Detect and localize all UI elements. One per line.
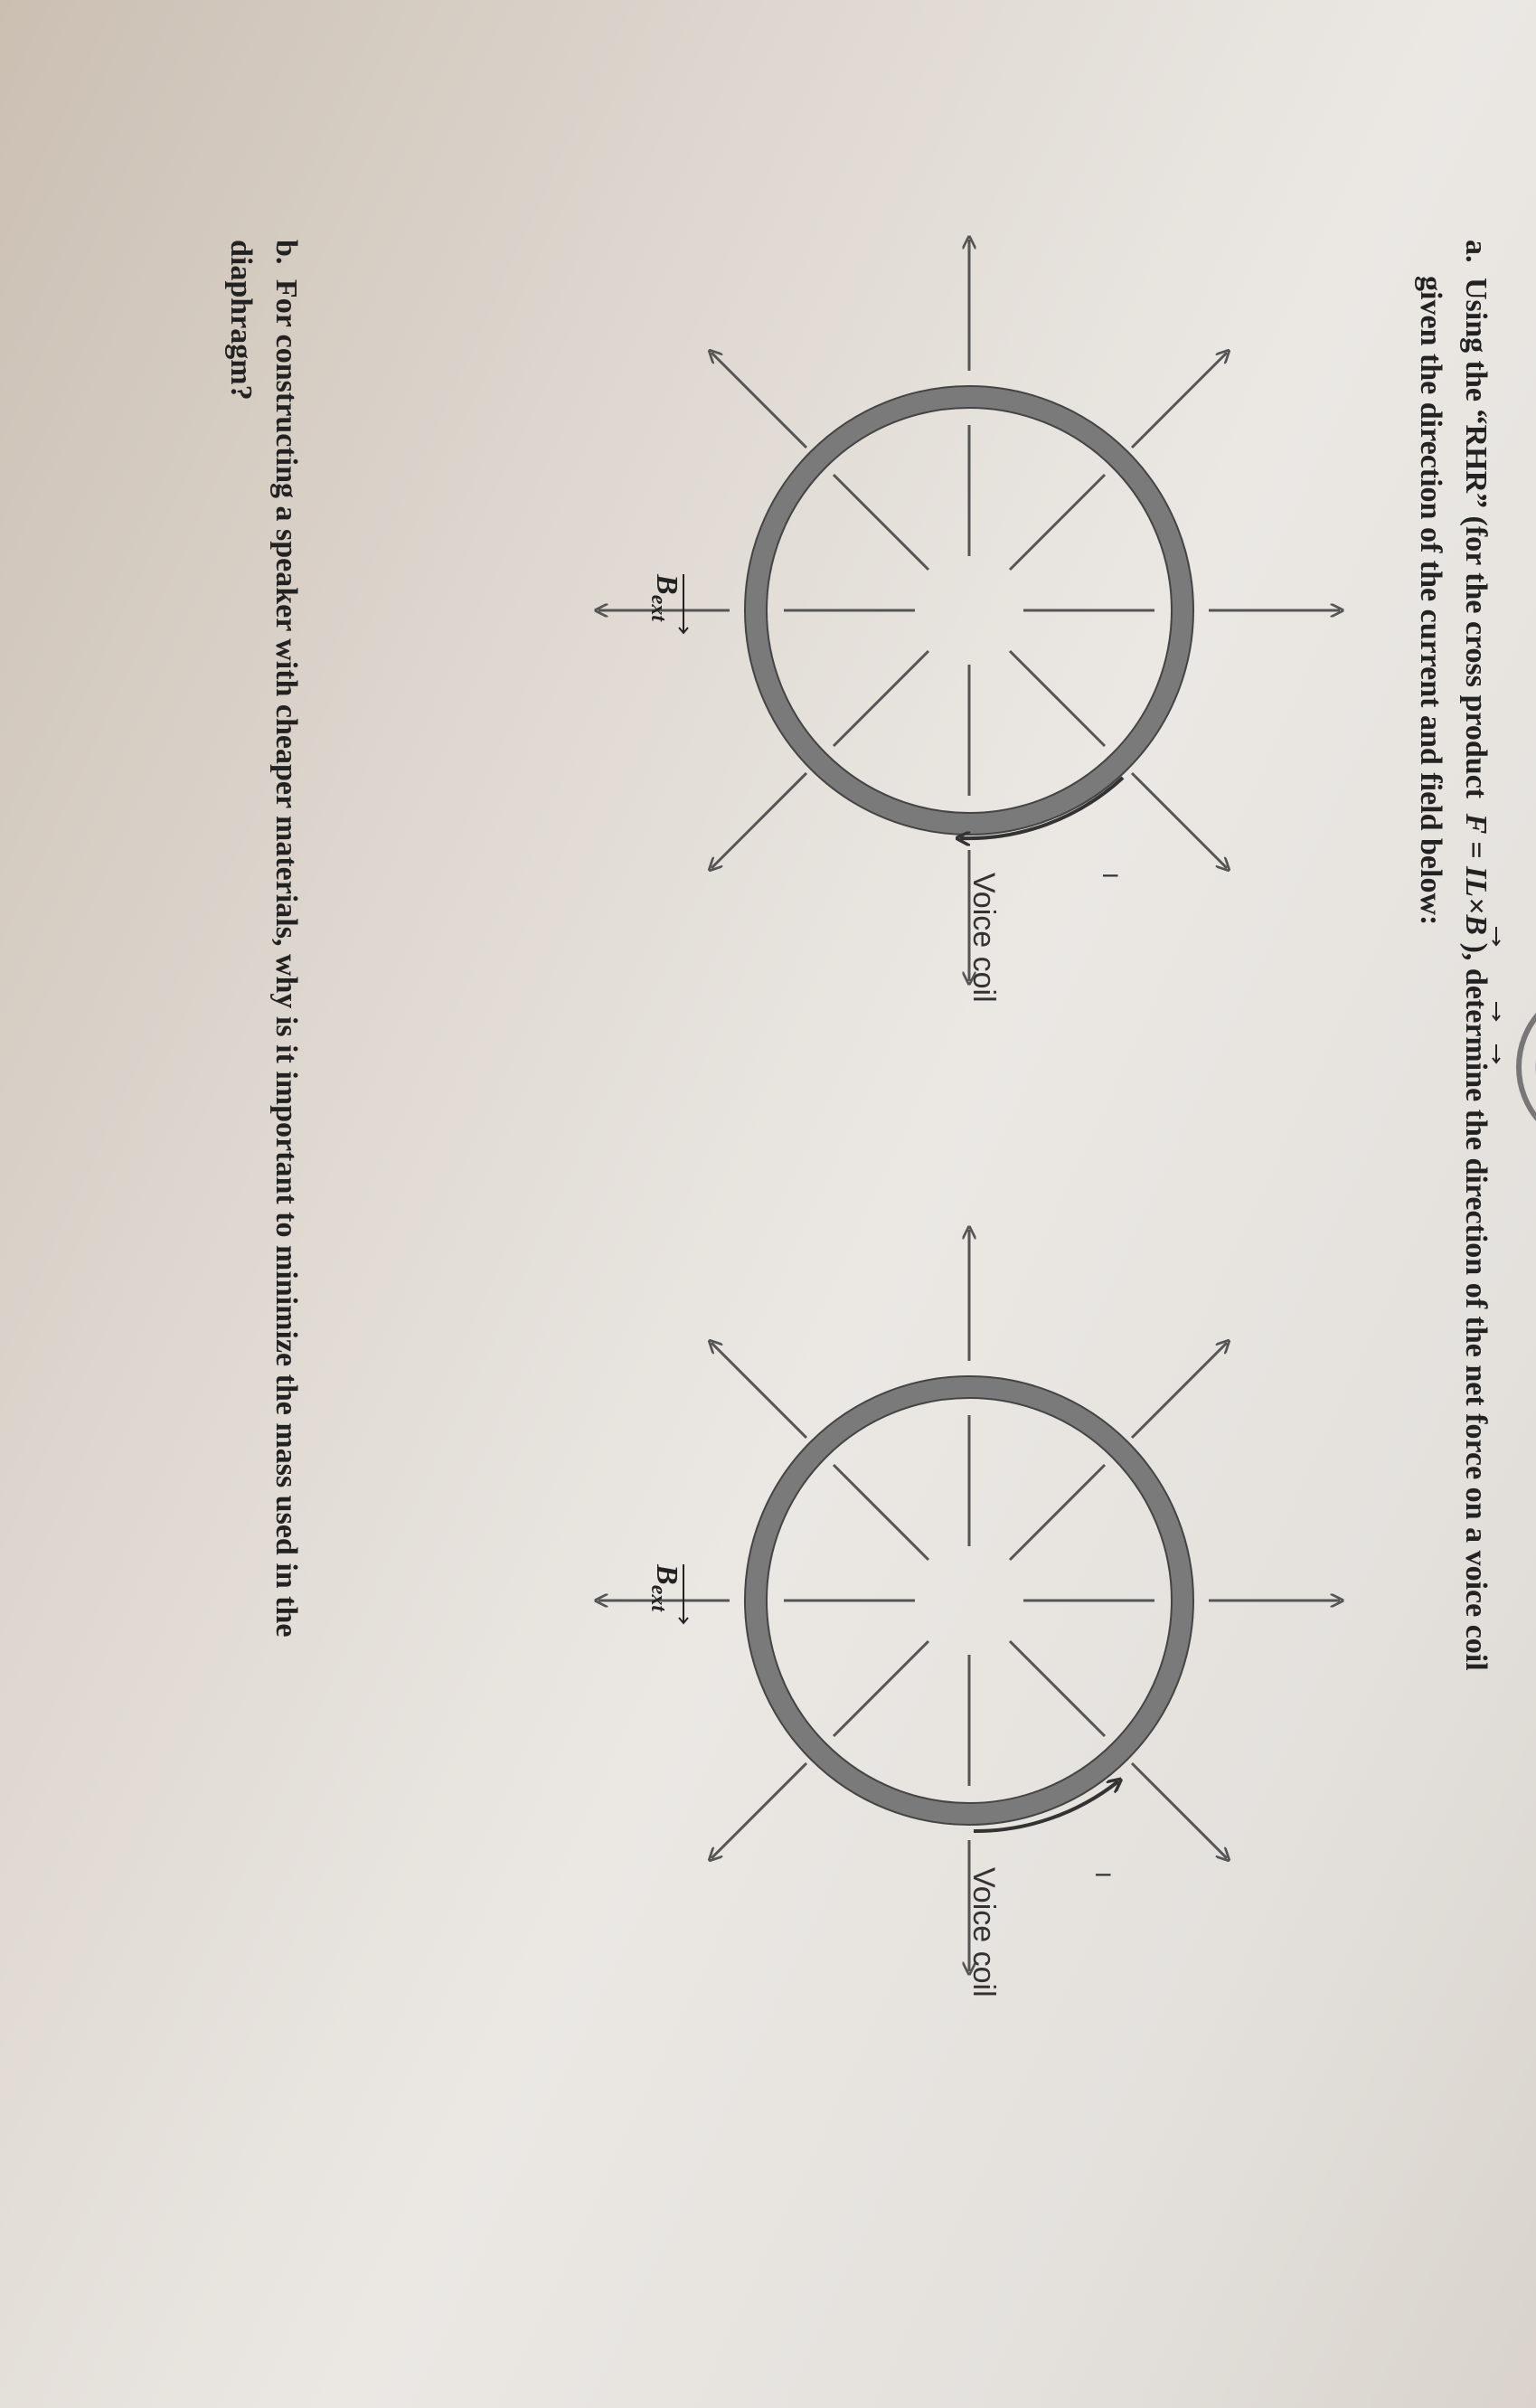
svg-text:Bext [646, 1563, 683, 1612]
current-label: I [1098, 873, 1122, 879]
question-b-line1: For constructing a speaker with cheaper materials, why is it important to minimize the mass used in the [269, 279, 303, 1638]
diagram-2 [598, 1230, 1340, 1997]
svg-text:Bext [646, 573, 683, 622]
field-subscript: ext [646, 1584, 670, 1612]
diagram-1 [598, 240, 1340, 1003]
question-b-line2: diaphragm? [224, 240, 258, 401]
question-b-label: b. [269, 240, 303, 265]
corner-object [1519, 986, 1536, 1148]
question-a-label: a. [1459, 240, 1493, 263]
voice-coil-label: Voice coil [966, 1867, 1001, 1997]
formula-vector-arrows [1493, 927, 1500, 1062]
field-symbol: B [650, 1564, 683, 1585]
question-a [1414, 240, 1500, 1671]
question-a-line1-pre: Using the “RHR” (for the cross product [1459, 278, 1493, 799]
force-formula: F = IL×B [1459, 813, 1493, 936]
svg-text:b. For constructing a [269, 240, 303, 1638]
question-a-line1-post: ), determine the direction of the net force on a voice coil [1459, 942, 1493, 1671]
field-lines [598, 1230, 1340, 1971]
field-subscript: ext [646, 594, 670, 622]
question-a-line2: given the direction of the current and field below: [1414, 276, 1447, 926]
question-b [224, 240, 303, 1638]
voice-coil-label: Voice coil [966, 873, 1001, 1003]
external-field-label [646, 573, 688, 633]
current-label: I [1090, 1872, 1115, 1878]
field-symbol: B [650, 574, 683, 595]
field-lines [598, 240, 1340, 981]
external-field-label [646, 1563, 688, 1623]
svg-text:a. Using the “RHR” (fo [1459, 240, 1493, 1671]
